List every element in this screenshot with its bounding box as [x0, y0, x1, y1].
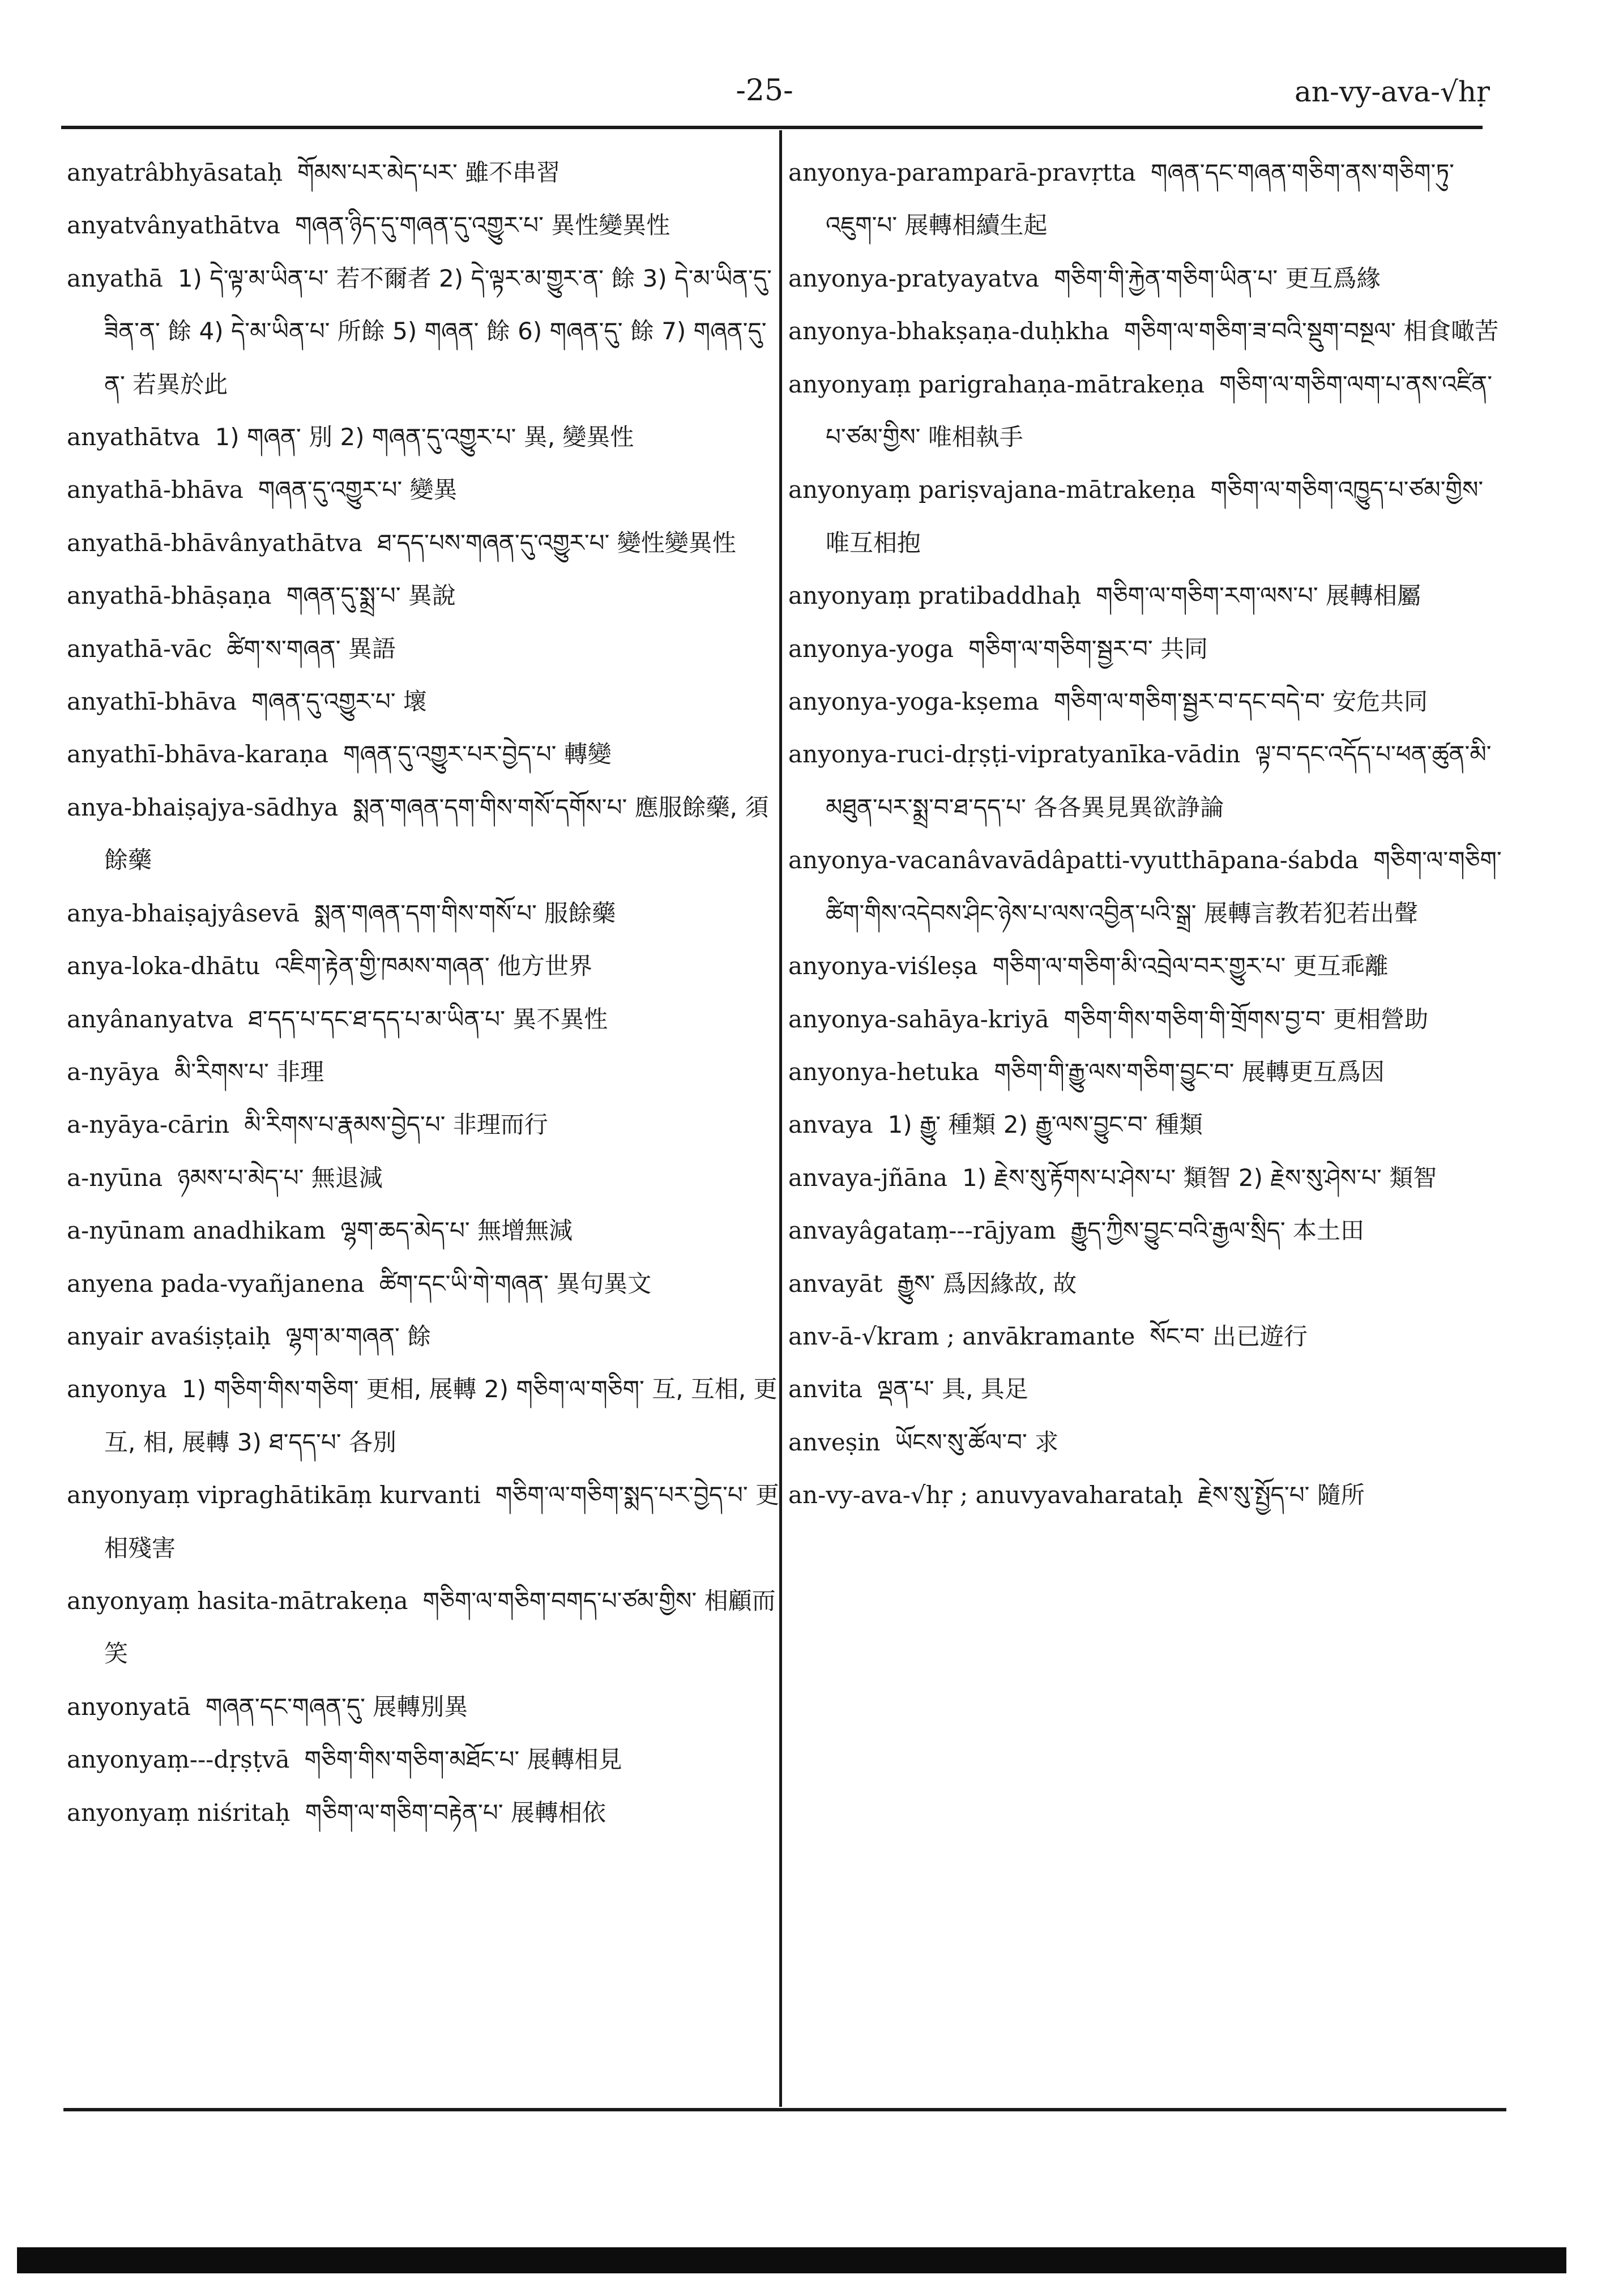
entry-headword: anyathī-bhāva	[67, 688, 237, 716]
dictionary-entry	[67, 569, 780, 622]
entry-headword: anvaya	[788, 1111, 873, 1139]
entry-definition: 1) རྒྱུ་ 種類 2) རྒྱུ་ལས་བྱུང་བ་ 種類	[887, 1111, 1203, 1139]
entry-headword: anyonya-paramparā-pravṛtta	[788, 159, 1136, 186]
dictionary-entry	[788, 1310, 1502, 1363]
entry-definition: 1) དེ་ལྟ་མ་ཡིན་པ་ 若不爾者 2) དེ་ལྟར་མ་གྱུར་ན་ 餘 3) དེ་མ་ཡིན་དུ་ཟིན་ན་ 餘 4) དེ་མ་ཡིན་པ་ 所餘 5) གཞན་ 餘 6) གཞན་དུ་ 餘 7) གཞན་དུ་ན་ 若異於此	[104, 264, 772, 398]
page-number: -25-	[736, 74, 793, 108]
dictionary-entry	[67, 1363, 780, 1469]
dictionary-entry	[67, 940, 780, 992]
entry-definition: འཇིག་རྟེན་གྱི་ཁམས་གཞན་ 他方世界	[275, 952, 593, 980]
scan-edge-bar	[17, 2247, 1566, 2273]
entry-definition: 1) གཞན་ 別 2) གཞན་དུ་འགྱུར་པ་ 異, 變異性	[215, 423, 634, 451]
entry-headword: a-nyāya-cārin	[67, 1111, 230, 1139]
dictionary-entry	[788, 1257, 1502, 1310]
entry-definition: གཅིག་ལ་གཅིག་ཟ་བའི་སྡུག་བསྔལ་ 相食噉苦	[1124, 317, 1499, 345]
entry-headword: anyonya-hetuka	[788, 1057, 980, 1086]
dictionary-entry	[788, 463, 1502, 569]
entry-headword: anyonyaṃ parigrahaṇa-mātrakeṇa	[788, 370, 1205, 398]
entry-definition: གཅིག་གིས་གཅིག་མཐོང་པ་ 展轉相見	[304, 1746, 622, 1774]
dictionary-entry	[67, 199, 780, 251]
entry-headword: anyonya-viśleṣa	[788, 952, 978, 980]
dictionary-entry	[788, 358, 1502, 464]
entry-definition: གཅིག་ལ་གཅིག་ཚིག་གིས་འདེབས་ཤིང་ཉེས་པ་ལས་འབྱིན་པའི་སྒྲ་ 展轉言教若犯若出聲	[826, 846, 1502, 927]
entry-headword: anyathī-bhāva-karaṇa	[67, 740, 329, 769]
entry-definition: གཅིག་ལ་གཅིག་མི་འབྲེལ་བར་གྱུར་པ་ 更互乖離	[992, 952, 1389, 980]
dictionary-entry	[67, 1098, 780, 1151]
dictionary-entry	[788, 834, 1502, 940]
entry-definition: གཞན་དུ་འགྱུར་པ་ 壞	[251, 688, 427, 716]
dictionary-entry	[67, 1733, 780, 1786]
entry-headword: anyair avaśiṣṭaiḥ	[67, 1322, 271, 1350]
entry-headword: anyathā-bhāṣaṇa	[67, 582, 272, 610]
dictionary-entry	[67, 1310, 780, 1363]
entry-headword: anyonyaṃ pariṣvajana-mātrakeṇa	[788, 476, 1196, 504]
entry-headword: anyathā-bhāva	[67, 476, 244, 504]
dictionary-entry	[788, 1098, 1502, 1151]
dictionary-entry	[67, 1574, 780, 1680]
entry-headword: anyonya-yoga	[788, 634, 954, 663]
right-column	[788, 146, 1502, 1522]
entry-definition: རྗེས་སུ་སྤྱོད་པ་ 隨所	[1198, 1481, 1365, 1509]
entry-headword: anvayāt	[788, 1269, 883, 1298]
entry-definition: ཡོངས་སུ་ཚོལ་བ་ 求	[895, 1428, 1059, 1456]
entry-definition: ཐ་དད་པས་གཞན་དུ་འགྱུར་པ་ 變性變異性	[377, 528, 736, 557]
entry-definition: རྒྱུད་ཀྱིས་བྱུང་བའི་རྒྱལ་སྲིད་ 本土田	[1070, 1217, 1365, 1245]
entry-headword: anya-bhaiṣajyâsevā	[67, 899, 300, 927]
dictionary-entry	[788, 993, 1502, 1045]
dictionary-entry	[788, 622, 1502, 675]
entry-definition: ཐ་དད་པ་དང་ཐ་དད་པ་མ་ཡིན་པ་ 異不異性	[248, 1005, 608, 1033]
entry-headword: anyathātva	[67, 423, 200, 451]
entry-definition: གཅིག་ལ་གཅིག་བརྟེན་པ་ 展轉相依	[305, 1798, 606, 1826]
entry-definition: སྨན་གཞན་དག་གིས་གསོ་པ་ 服餘藥	[314, 899, 616, 927]
dictionary-entry	[67, 517, 780, 569]
dictionary-entry	[67, 1786, 780, 1839]
entry-headword: anyonya-sahāya-kriyā	[788, 1005, 1049, 1033]
dictionary-entry	[67, 887, 780, 940]
dictionary-entry	[67, 781, 780, 887]
dictionary-entry	[788, 305, 1502, 357]
entry-definition: གཅིག་ལ་གཅིག་སྦྱར་བ་དང་བདེ་བ་ 安危共同	[1053, 688, 1428, 716]
entry-definition: ལྷག་མ་གཞན་ 餘	[285, 1322, 432, 1350]
entry-headword: anyena pada-vyañjanena	[67, 1269, 365, 1298]
entry-definition: སྨན་གཞན་དག་གིས་གསོ་དགོས་པ་ 應服餘藥, 須餘藥	[104, 793, 769, 874]
dictionary-entry	[788, 1416, 1502, 1469]
entry-definition: ལྟ་བ་དང་འདོད་པ་ཕན་ཚུན་མི་མཐུན་པར་སྨྲ་བ་ཐ་དད་པ་ 各各異見異欲諍論	[826, 740, 1492, 821]
entry-headword: a-nyāya	[67, 1057, 160, 1086]
entry-headword: anyonyaṃ niśritaḥ	[67, 1798, 291, 1826]
entry-headword: anyatrâbhyāsataḥ	[67, 159, 283, 186]
entry-definition: རྒྱུས་ 爲因緣故, 故	[897, 1269, 1077, 1298]
entry-definition: གཅིག་ལ་གཅིག་རག་ལས་པ་ 展轉相屬	[1096, 582, 1421, 610]
entry-definition: གཅིག་ལ་གཅིག་བགད་པ་ཙམ་གྱིས་ 相顧而笑	[104, 1586, 776, 1668]
entry-headword: anveṣin	[788, 1428, 881, 1456]
dictionary-entry	[67, 728, 780, 780]
entry-headword: anyonya-bhakṣaṇa-duḥkha	[788, 317, 1109, 345]
dictionary-entry	[67, 1151, 780, 1204]
entry-definition: གཞན་དུ་འགྱུར་པ་ 變異	[258, 476, 458, 504]
entry-headword: anyathā	[67, 264, 163, 292]
entry-headword: anyatvânyathātva	[67, 211, 280, 240]
entry-headword: anyonyaṃ pratibaddhaḥ	[788, 582, 1082, 610]
entry-definition: ལྷག་ཆད་མེད་པ་ 無增無減	[340, 1217, 573, 1245]
dictionary-entry	[67, 1680, 780, 1733]
dictionary-entry	[67, 675, 780, 728]
header-rule	[61, 126, 1483, 129]
dictionary-entry	[788, 675, 1502, 728]
dictionary-entry	[788, 1469, 1502, 1521]
entry-definition: གཅིག་གི་རྒྱུ་ལས་གཅིག་བྱུང་བ་ 展轉更互爲因	[994, 1057, 1385, 1086]
entry-headword: anyonyaṃ---dṛṣṭvā	[67, 1746, 290, 1774]
dictionary-entry	[788, 1363, 1502, 1415]
entry-definition: མི་རིགས་པ་ 非理	[174, 1057, 324, 1086]
entry-definition: གཅིག་ལ་གཅིག་སྦྱར་བ་ 共同	[968, 634, 1208, 663]
running-head: an-vy-ava-√hṛ	[1294, 75, 1490, 108]
entry-headword: anya-loka-dhātu	[67, 952, 260, 980]
entry-headword: anvaya-jñāna	[788, 1163, 948, 1192]
entry-definition: གཅིག་ལ་གཅིག་སྨད་པར་བྱེད་པ་ 更相殘害	[104, 1481, 780, 1562]
entry-headword: anyathā-bhāvânyathātva	[67, 528, 363, 557]
entry-headword: anyathā-vāc	[67, 634, 212, 663]
entry-headword: anvayâgataṃ---rājyam	[788, 1217, 1056, 1245]
entry-definition: གཞན་དུ་སྨྲ་པ་ 異說	[286, 582, 456, 610]
entry-definition: 1) གཅིག་གིས་གཅིག་ 更相, 展轉 2) གཅིག་ལ་གཅིག་ 互, 互相, 更互, 相, 展轉 3) ཐ་དད་པ་ 各別	[104, 1375, 778, 1456]
dictionary-entry	[67, 1204, 780, 1257]
dictionary-entry	[788, 146, 1502, 252]
entry-definition: སོང་བ་ 出已遊行	[1150, 1322, 1308, 1350]
entry-headword: anyonya-vacanâvavādâpatti-vyutthāpana-śabda	[788, 846, 1359, 874]
dictionary-entry	[67, 1045, 780, 1098]
entry-headword: anyonyaṃ vipraghātikāṃ kurvanti	[67, 1481, 481, 1509]
dictionary-entry	[67, 146, 780, 199]
entry-definition: ཚིག་ས་གཞན་ 異語	[227, 634, 396, 663]
entry-definition: མི་རིགས་པ་རྣམས་བྱེད་པ་ 非理而行	[244, 1111, 548, 1139]
entry-headword: anyonya-ruci-dṛṣṭi-vipratyanīka-vādin	[788, 740, 1241, 769]
dictionary-entry	[788, 252, 1502, 305]
entry-headword: anyonya	[67, 1375, 167, 1403]
dictionary-entry	[788, 1151, 1502, 1204]
entry-headword: anyonya-pratyayatva	[788, 264, 1040, 292]
entry-definition: གཞན་དུ་འགྱུར་པར་བྱེད་པ་ 轉變	[343, 740, 612, 769]
entry-definition: ཚིག་དང་ཡི་གེ་གཞན་ 異句異文	[379, 1269, 652, 1298]
footer-rule	[63, 2108, 1506, 2111]
entry-headword: anyânanyatva	[67, 1005, 234, 1033]
entry-definition: གཅིག་གིས་གཅིག་གི་གྲོགས་བྱ་བ་ 更相營助	[1064, 1005, 1429, 1033]
dictionary-entry	[67, 993, 780, 1045]
entry-headword: anya-bhaiṣajya-sādhya	[67, 793, 339, 821]
entry-headword: anv-ā-√kram ; anvākramante	[788, 1322, 1135, 1350]
dictionary-entry	[67, 252, 780, 411]
entry-headword: an-vy-ava-√hṛ ; anuvyavaharataḥ	[788, 1481, 1184, 1509]
entry-definition: 1) རྗེས་སུ་རྟོགས་པ་ཤེས་པ་ 類智 2) རྗེས་སུ་ཤེས་པ་ 類智	[962, 1163, 1437, 1192]
dictionary-entry	[788, 940, 1502, 992]
left-column	[67, 146, 780, 1839]
entry-headword: a-nyūna	[67, 1163, 163, 1192]
dictionary-entry	[67, 411, 780, 463]
entry-headword: anyonya-yoga-kṣema	[788, 688, 1039, 716]
dictionary-entry	[788, 569, 1502, 622]
entry-definition: ཉམས་པ་མེད་པ་ 無退減	[177, 1163, 383, 1192]
entry-definition: གཅིག་གི་རྐྱེན་གཅིག་ཡིན་པ་ 更互爲緣	[1054, 264, 1381, 292]
dictionary-entry	[67, 1257, 780, 1310]
dictionary-entry	[788, 1045, 1502, 1098]
entry-definition: གོམས་པར་མེད་པར་ 雖不串習	[297, 159, 561, 186]
entry-definition: གཞན་དང་གཞན་དུ་ 展轉別異	[205, 1692, 468, 1721]
dictionary-entry	[67, 1469, 780, 1574]
dictionary-entry	[788, 1204, 1502, 1257]
dictionary-entry	[67, 463, 780, 516]
entry-definition: གཞན་ཉིད་དུ་གཞན་དུ་འགྱུར་པ་ 異性變異性	[294, 211, 670, 240]
entry-definition: གཞན་དང་གཞན་གཅིག་ནས་གཅིག་ཏུ་འཇུག་པ་ 展轉相續生起	[826, 159, 1455, 240]
entry-headword: anvita	[788, 1375, 863, 1403]
entry-headword: anyonyaṃ hasita-mātrakeṇa	[67, 1586, 408, 1615]
entry-definition: གཅིག་ལ་གཅིག་འཁྱུད་པ་ཙམ་གྱིས་ 唯互相抱	[826, 476, 1484, 557]
dictionary-entry	[67, 622, 780, 675]
entry-definition: གཅིག་ལ་གཅིག་ལག་པ་ནས་འཛིན་པ་ཙམ་གྱིས་ 唯相執手	[826, 370, 1493, 451]
dictionary-entry	[788, 728, 1502, 834]
entry-headword: anyonyatā	[67, 1692, 191, 1721]
entry-definition: ལྡན་པ་ 具, 具足	[877, 1375, 1028, 1403]
entry-headword: a-nyūnam anadhikam	[67, 1217, 326, 1245]
